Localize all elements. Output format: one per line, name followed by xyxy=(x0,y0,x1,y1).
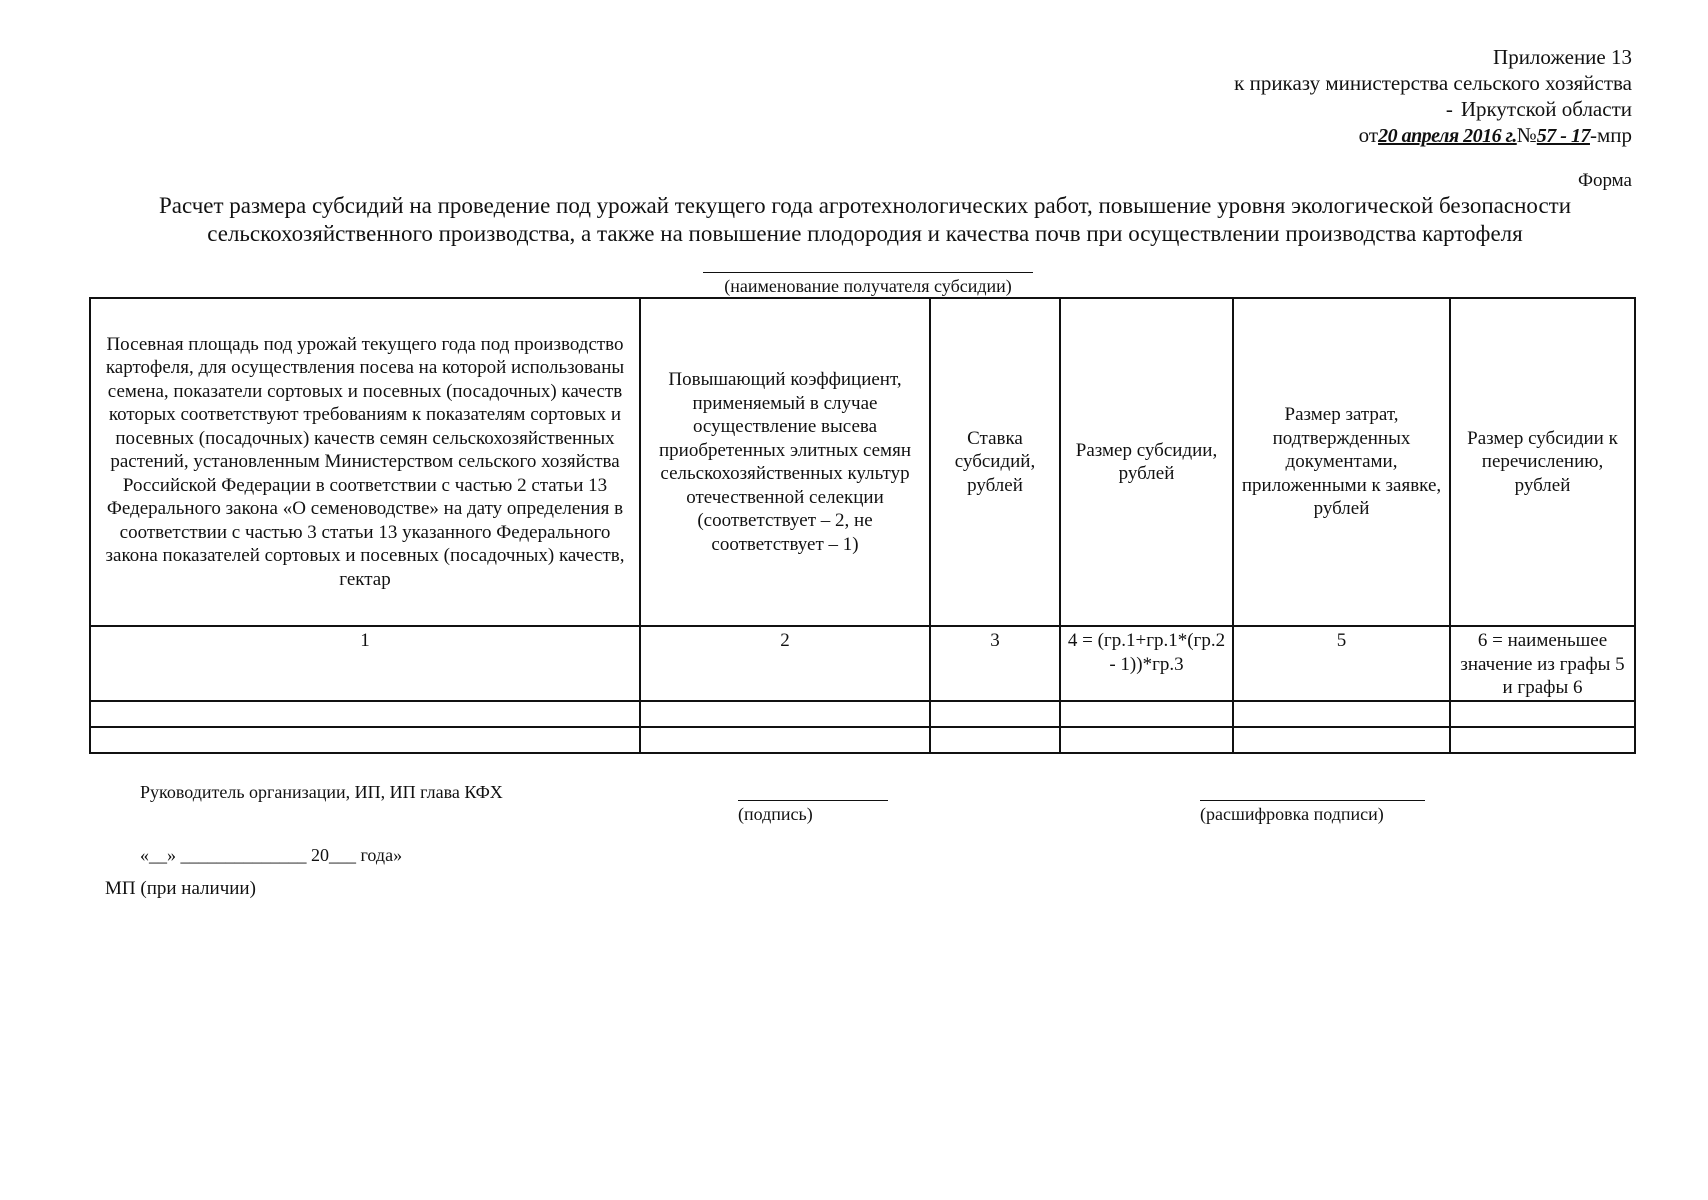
table-number-row xyxy=(90,626,1635,701)
number-cell-4: 4 = (гр.1+гр.1*(гр.2 - 1))*гр.3 xyxy=(1060,626,1233,701)
table-cell[interactable] xyxy=(1233,727,1450,753)
number-cell-3: 3 xyxy=(930,626,1060,701)
appendix-order-ref: к приказу министерства сельского хозяйства xyxy=(1234,71,1632,95)
table-header-row xyxy=(90,298,1635,626)
header-cell-1: Посевная площадь под урожай текущего года под производство картофеля, для осуществления посева на которой использованы семена, показатели сортовых и посевных (посадочных) качеств которых соответствуют требованиям к показателям сортовых и посевных (посадочных) качеств семян сельскохозяйственных растений, установленным Министерством сельского хозяйства Российской Федерации в соответствии с частью 2 статьи 13 Федерального закона «О семеноводстве» на дату определения в соответствии с частью 3 статьи 13 указанного Федерального закона показателей сортовых и посевных (посадочных) качеств, гектар xyxy=(90,298,640,626)
forma-label: Форма xyxy=(1577,170,1632,191)
signature-decode-line[interactable] xyxy=(1200,800,1425,801)
header-cell-5: Размер затрат, подтвержденных документами, приложенными к заявке, рублей xyxy=(1233,298,1450,626)
appendix-title: Приложение 13 xyxy=(1493,45,1632,69)
order-suffix: -мпр xyxy=(1589,123,1632,147)
header-cell-6: Размер субсидии к перечислению, рублей xyxy=(1450,298,1635,626)
number-cell-2: 2 xyxy=(640,626,930,701)
table-cell[interactable] xyxy=(90,701,640,727)
signature-line[interactable] xyxy=(738,800,888,801)
signature-label: (подпись) xyxy=(738,804,813,824)
header-cell-3: Ставка субсидий, рублей xyxy=(930,298,1060,626)
table-cell[interactable] xyxy=(1450,701,1635,727)
table-cell[interactable] xyxy=(640,701,930,727)
table-cell[interactable] xyxy=(90,727,640,753)
order-num-label: № xyxy=(1516,123,1537,147)
header-cell-2: Повышающий коэффициент, применяемый в случае осуществление высева приобретенных элитных семян сельскохозяйственных культур отечественной селекции (соответствует – 2, не соответствует – 1) xyxy=(640,298,930,626)
appendix-order-line xyxy=(1234,122,1632,149)
recipient-label: (наименование получателя субсидии) xyxy=(724,276,1012,296)
recipient-underline xyxy=(703,272,1033,273)
order-prefix: от xyxy=(1358,123,1379,147)
table-cell[interactable] xyxy=(1450,727,1635,753)
date-line: «__» ______________ 20___ года» xyxy=(140,845,403,865)
number-cell-6: 6 = наименьшее значение из графы 5 и графы 6 xyxy=(1450,626,1635,701)
table-row xyxy=(90,701,1635,727)
appendix-block xyxy=(1234,44,1632,149)
table-row xyxy=(90,727,1635,753)
subsidy-table xyxy=(89,297,1636,754)
appendix-region-text: Иркутской области xyxy=(1460,97,1632,121)
signatory-role: Руководитель организации, ИП, ИП глава КФХ xyxy=(140,782,503,802)
signature-decode-label: (расшифровка подписи) xyxy=(1200,804,1384,824)
table-cell[interactable] xyxy=(1060,727,1233,753)
table-cell[interactable] xyxy=(1060,701,1233,727)
appendix-region xyxy=(1234,96,1632,122)
header-cell-4: Размер субсидии, рублей xyxy=(1060,298,1233,626)
table-cell[interactable] xyxy=(1233,701,1450,727)
table-cell[interactable] xyxy=(930,701,1060,727)
appendix-dash: - xyxy=(1445,97,1453,121)
order-date-handwritten: 20 апреля 2016 г. xyxy=(1378,125,1517,147)
table-cell[interactable] xyxy=(930,727,1060,753)
number-cell-1: 1 xyxy=(90,626,640,701)
number-cell-5: 5 xyxy=(1233,626,1450,701)
stamp-label: МП (при наличии) xyxy=(105,878,256,899)
order-number-handwritten: 57 - 17 xyxy=(1536,125,1590,147)
document-title: Расчет размера субсидий на проведение под урожай текущего года агротехнологических работ, повышение уровня экологической безопасности сельскохозяйственного производства, а также на повышение плодородия и качества почв при осуществлении производства картофеля xyxy=(158,193,1572,246)
table-cell[interactable] xyxy=(640,727,930,753)
